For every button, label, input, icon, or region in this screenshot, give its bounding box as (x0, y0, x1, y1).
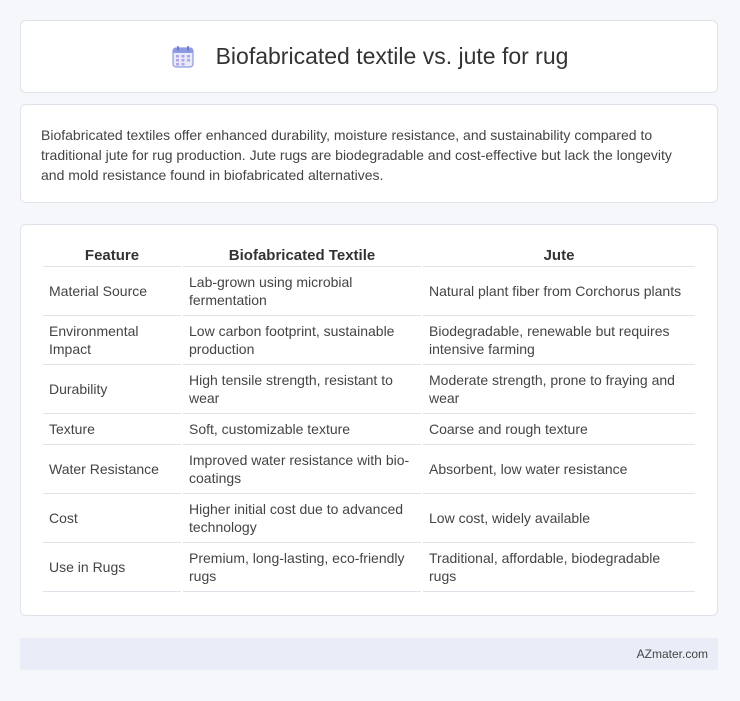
table-row (43, 445, 695, 494)
table-row (43, 267, 695, 316)
table-cell-feature: Material Source (43, 267, 181, 316)
table-cell-feature: Environmental Impact (43, 316, 181, 365)
table-cell-feature: Durability (43, 365, 181, 414)
table-row (43, 494, 695, 543)
table-cell-biofabricated: High tensile strength, resistant to wear (183, 365, 421, 414)
summary-card (20, 104, 718, 203)
footer-site-link[interactable]: AZmater.com (636, 647, 708, 661)
table-cell-jute: Absorbent, low water resistance (423, 445, 695, 494)
table-cell-jute: Traditional, affordable, biodegradable rugs (423, 543, 695, 592)
table-cell-feature: Water Resistance (43, 445, 181, 494)
comparison-table-card (20, 224, 718, 616)
table-cell-biofabricated: Low carbon footprint, sustainable production (183, 316, 421, 365)
table-cell-jute: Moderate strength, prone to fraying and wear (423, 365, 695, 414)
table-cell-biofabricated: Premium, long-lasting, eco-friendly rugs (183, 543, 421, 592)
table-cell-feature: Use in Rugs (43, 543, 181, 592)
column-header-feature: Feature (43, 245, 181, 267)
comparison-table (41, 245, 697, 592)
page-title: Biofabricated textile vs. jute for rug (215, 43, 569, 69)
table-cell-biofabricated: Soft, customizable texture (183, 414, 421, 445)
table-row (43, 316, 695, 365)
calendar-icon (170, 44, 196, 70)
table-cell-feature: Cost (43, 494, 181, 543)
column-header-biofabricated: Biofabricated Textile (183, 245, 421, 267)
table-cell-jute: Biodegradable, renewable but requires intensive farming (423, 316, 695, 365)
column-header-jute: Jute (423, 245, 695, 267)
table-header-row (43, 245, 695, 267)
summary-text: Biofabricated textiles offer enhanced durability, moisture resistance, and sustainability compared to traditional jute for rug production. Jute rugs are biodegradable and cost-effective but lack the longevity and mold resistance found in biofabricated alternatives. (41, 127, 672, 183)
table-cell-biofabricated: Lab-grown using microbial fermentation (183, 267, 421, 316)
table-row (43, 543, 695, 592)
title-card (20, 20, 718, 93)
table-cell-jute: Low cost, widely available (423, 494, 695, 543)
table-row (43, 365, 695, 414)
footer (20, 638, 718, 670)
table-cell-jute: Natural plant fiber from Corchorus plants (423, 267, 695, 316)
table-cell-jute: Coarse and rough texture (423, 414, 695, 445)
table-cell-biofabricated: Higher initial cost due to advanced technology (183, 494, 421, 543)
table-cell-feature: Texture (43, 414, 181, 445)
table-row (43, 414, 695, 445)
table-cell-biofabricated: Improved water resistance with bio-coatings (183, 445, 421, 494)
